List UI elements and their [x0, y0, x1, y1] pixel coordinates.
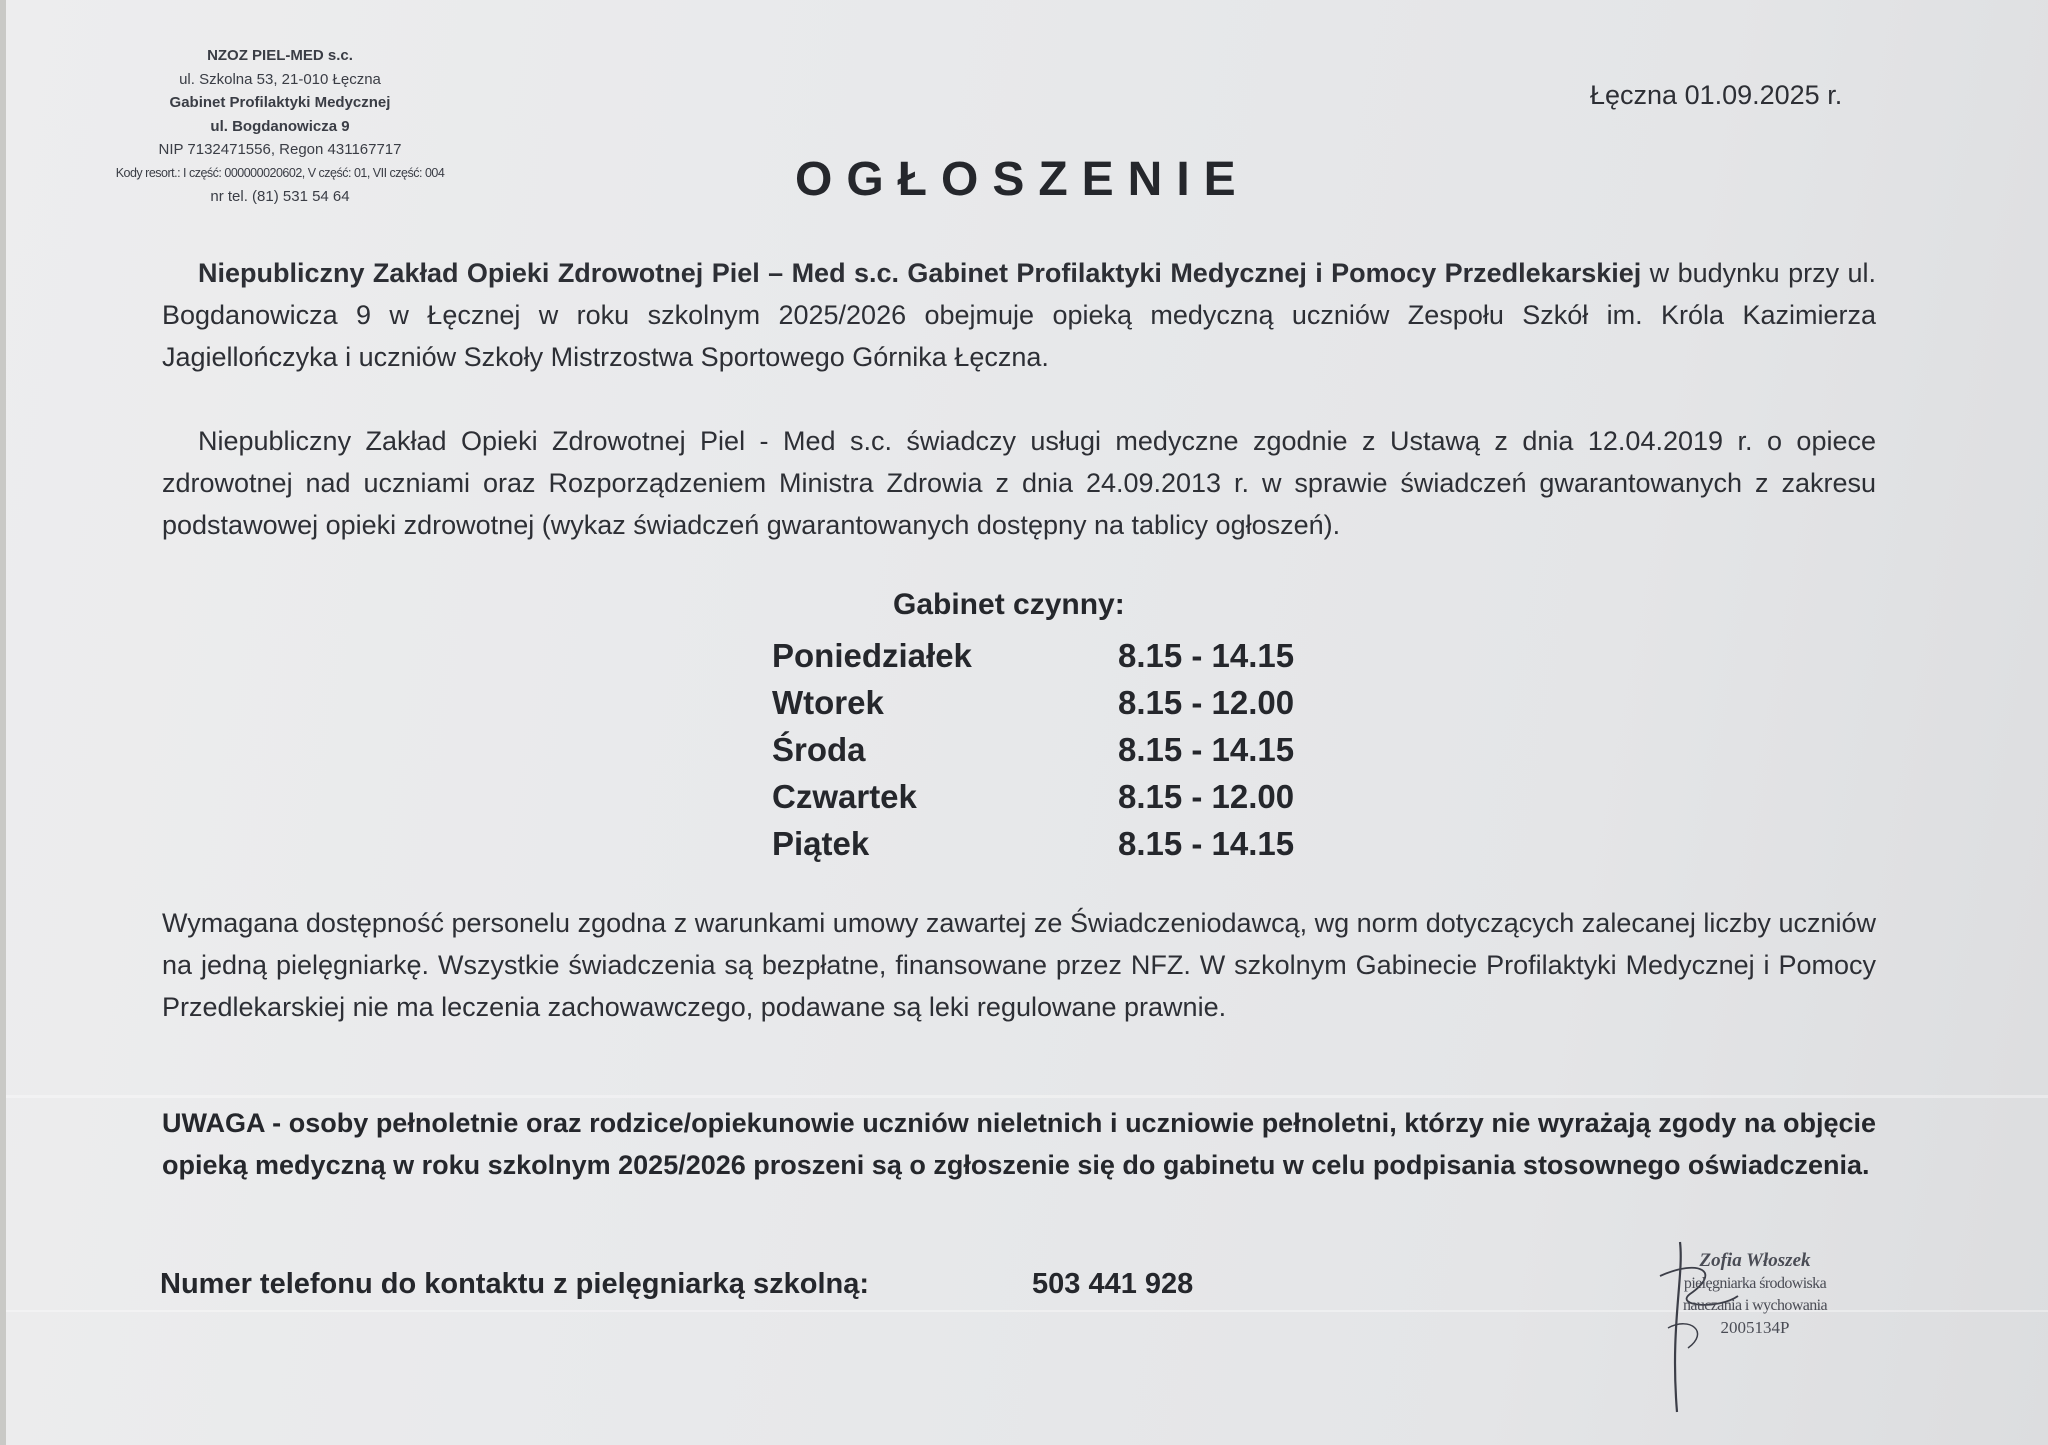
hours-row [772, 726, 1294, 773]
hours-row [772, 773, 1294, 820]
staffing-paragraph: Wymagana dostępność personelu zgodna z warunkami umowy zawartej ze Świadczeniodawcą, wg norm dotyczących zalecanej liczby uczniów na jedną pielęgniarkę. Wszystkie świadczenia są bezpłatne, finansowane przez NFZ. W szkolnym Gabinecie Profilaktyki Medycznej i Pomocy Przedlekarskiej nie ma leczenia zachowawczego, podawane są leki regulowane prawnie. [162, 908, 1876, 1022]
hours-day: Poniedziałek [772, 636, 972, 674]
nurse-name: Zofia Włoszek [1699, 1250, 1811, 1271]
hours-day: Piątek [772, 824, 870, 862]
hours-row [772, 632, 1294, 679]
contact-phone-number: 503 441 928 [1032, 1268, 1194, 1300]
nurse-stamp [1640, 1250, 1870, 1339]
stamp-unit-name: Gabinet Profilaktyki Medycznej [169, 94, 391, 111]
hours-time: 8.15 - 14.15 [1118, 730, 1295, 768]
stamp-phone: nr tel. (81) 531 54 64 [210, 188, 350, 205]
hours-time: 8.15 - 14.15 [1118, 636, 1295, 674]
intro-paragraph-bold: Niepubliczny Zakład Opieki Zdrowotnej Piel – Med s.c. Gabinet Profilaktyki Medycznej i Pomocy Przedlekarskiej [198, 258, 1642, 288]
legal-basis-paragraph: Niepubliczny Zakład Opieki Zdrowotnej Piel - Med s.c. świadczy usługi medyczne zgodnie z Ustawą z dnia 12.04.2019 r. o opiece zdrowotnej nad uczniami oraz Rozporządzeniem Ministra Zdrowia z dnia 24.09.2013 r. w sprawie świadczeń gwarantowanych z zakresu podstawowej opieki zdrowotnej (wykaz świadczeń gwarantowanych dostępny na tablicy ogłoszeń). [162, 426, 1876, 540]
nurse-role-line1: pielęgniarka środowiska [1683, 1275, 1827, 1292]
hours-row [772, 820, 1294, 867]
hours-row [772, 679, 1294, 726]
opening-hours-table [772, 632, 1294, 867]
document-date: Łęczna 01.09.2025 r. [1590, 80, 1843, 110]
nurse-license-number: 2005134P [1720, 1318, 1790, 1337]
intro-paragraph-rest: w budynku przy ul. Bogdanowicza 9 w Łęcznej w roku szkolnym 2025/2026 obejmuje opieką medyczną uczniów Zespołu Szkół im. Króla Kazimierza Jagiellończyka i uczniów Szkoły Mistrzostwa Sportowego Górnika Łęczna. [162, 258, 1877, 372]
stamp-unit-address: ul. Bogdanowicza 9 [210, 117, 350, 135]
stamp-address: ul. Szkolna 53, 21-010 Łęczna [179, 70, 381, 88]
document-title: OGŁOSZENIE [795, 153, 1250, 206]
clinic-stamp [70, 44, 490, 209]
hours-day: Wtorek [772, 683, 884, 721]
stamp-codes: Kody resort.: I część: 000000020602, V część: 01, VII część: 004 [115, 165, 445, 180]
opening-hours-title: Gabinet czynny: [893, 588, 1125, 621]
hours-day: Czwartek [772, 777, 917, 815]
hours-time: 8.15 - 12.00 [1118, 683, 1295, 721]
hours-time: 8.15 - 14.15 [1118, 824, 1295, 862]
contact-label: Numer telefonu do kontaktu z pielęgniarką szkolną: [160, 1268, 870, 1300]
stamp-clinic-name: NZOZ PIEL-MED s.c. [207, 47, 353, 64]
hours-day: Środa [772, 730, 866, 768]
paper-crease [6, 1095, 2048, 1098]
notice-paragraph: UWAGA - osoby pełnoletnie oraz rodzice/opiekunowie uczniów nieletnich i uczniowie pełnoletni, którzy nie wyrażają zgody na objęcie opieką medyczną w roku szkolnym 2025/2026 proszeni są o zgłoszenie się do gabinetu w celu podpisania stosownego oświadczenia. [162, 1108, 1876, 1180]
nurse-role-line2: nauczania i wychowania [1682, 1297, 1828, 1314]
hours-time: 8.15 - 12.00 [1118, 777, 1295, 815]
intro-paragraph [162, 252, 1876, 378]
stamp-nip-regon: NIP 7132471556, Regon 431167717 [158, 141, 402, 158]
